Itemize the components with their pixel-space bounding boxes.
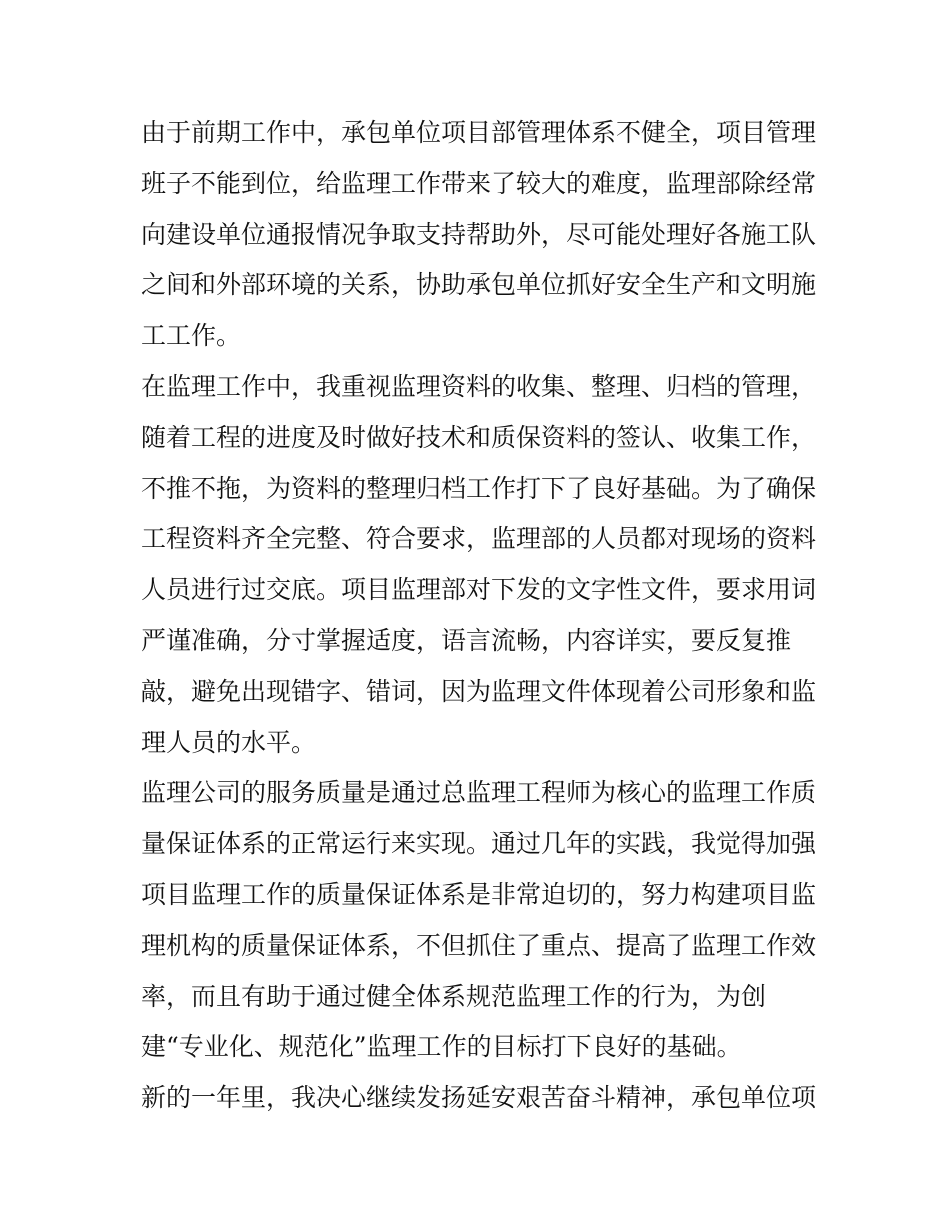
document-body (141, 108, 817, 1124)
text-line: 向建设单位通报情况争取支持帮助外，尽可能处理好各施工队 (141, 219, 817, 249)
text-line: 之间和外部环境的关系，协助承包单位抓好安全生产和文明施 (141, 270, 817, 300)
text-line: 项目监理工作的质量保证体系是非常迫切的，努力构建项目监 (141, 879, 817, 909)
text-line: 敲，避免出现错字、错词，因为监理文件体现着公司形象和监 (141, 676, 817, 706)
text-line: 在监理工作中，我重视监理资料的收集、整理、归档的管理， (141, 371, 817, 401)
text-line: 建“专业化、规范化”监理工作的目标打下良好的基础。 (141, 1032, 742, 1062)
text-line: 新的一年里，我决心继续发扬延安艰苦奋斗精神，承包单位项 (141, 1083, 817, 1113)
text-line: 随着工程的进度及时做好技术和质保资料的签认、收集工作， (141, 422, 817, 452)
text-line: 监理公司的服务质量是通过总监理工程师为核心的监理工作质 (141, 778, 817, 808)
text-line: 理人员的水平。 (141, 727, 317, 757)
text-line: 工程资料齐全完整、符合要求，监理部的人员都对现场的资料 (141, 524, 817, 554)
text-line: 工工作。 (141, 321, 242, 351)
text-line: 理机构的质量保证体系，不但抓住了重点、提高了监理工作效 (141, 930, 817, 960)
text-line: 量保证体系的正常运行来实现。通过几年的实践，我觉得加强 (141, 829, 817, 859)
text-line: 严谨准确，分寸掌握适度，语言流畅，内容详实，要反复推 (141, 625, 792, 655)
text-line: 不推不拖，为资料的整理归档工作打下了良好基础。为了确保 (141, 473, 817, 503)
text-line: 率，而且有助于通过健全体系规范监理工作的行为，为创 (141, 981, 767, 1011)
text-line: 班子不能到位，给监理工作带来了较大的难度，监理部除经常 (141, 168, 817, 198)
text-line: 人员进行过交底。项目监理部对下发的文字性文件，要求用词 (141, 575, 817, 605)
text-line: 由于前期工作中，承包单位项目部管理体系不健全，项目管理 (141, 118, 817, 147)
